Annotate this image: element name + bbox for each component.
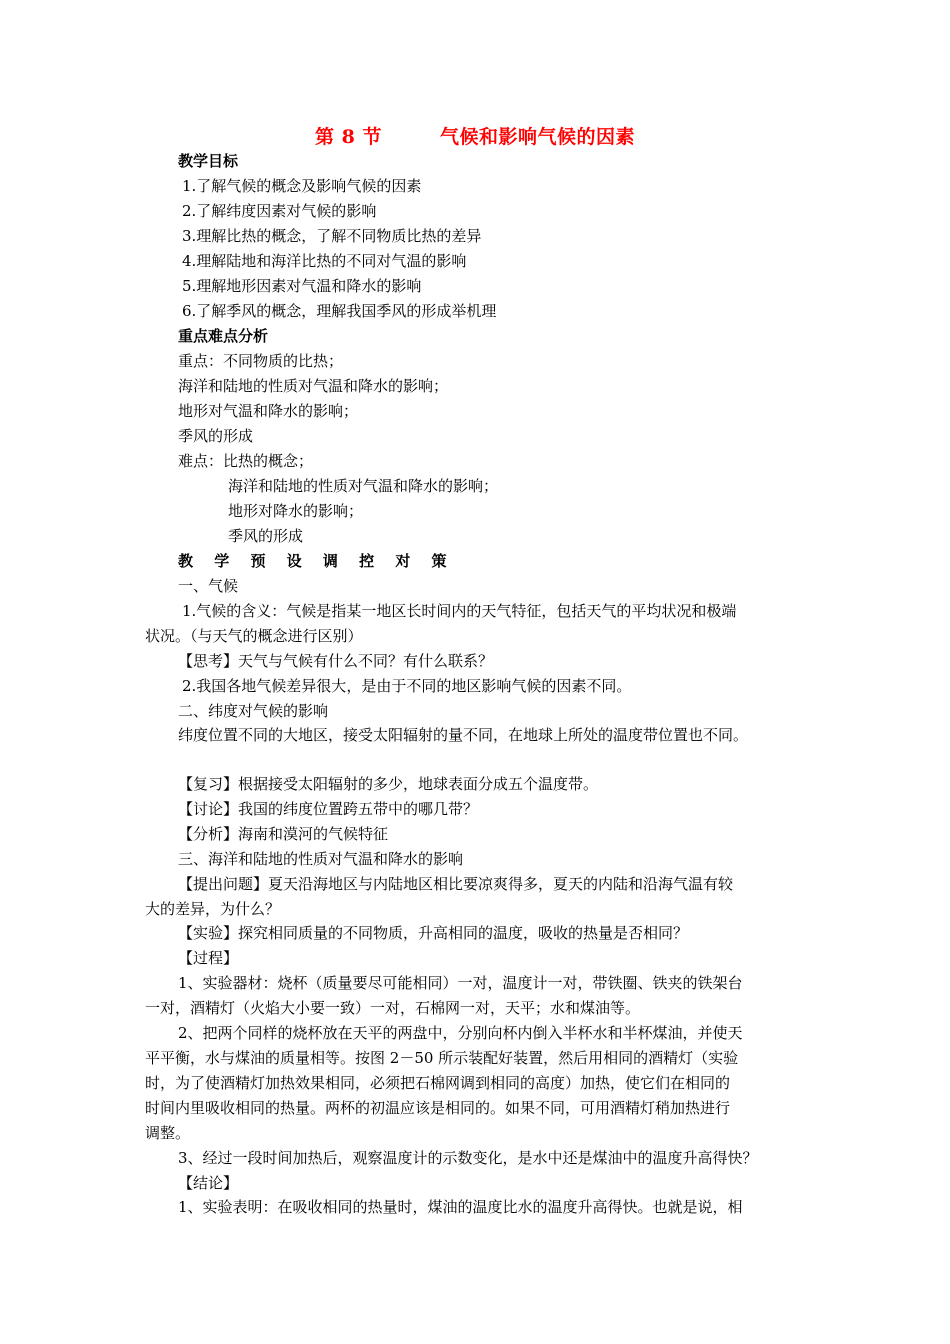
strategy-line: 【分析】海南和漠河的气候特征	[178, 825, 389, 843]
objective-item: 4.理解陆地和海洋比热的不同对气温的影响	[182, 252, 467, 270]
strategy-line: 时，为了使酒精灯加热效果相同，必须把石棉网调到相同的高度）加热，使它们在相同的	[145, 1074, 731, 1092]
strategy-line: 一对，酒精灯（火焰大小要一致）一对，石棉网一对，天平；水和煤油等。	[145, 999, 641, 1017]
strategy-line: 【讨论】我国的纬度位置跨五带中的哪几带？	[178, 800, 479, 818]
strategy-line: 1、实验表明：在吸收相同的热量时，煤油的温度比水的温度升高得快。也就是说，相	[178, 1198, 743, 1216]
strategy-line: 1、实验器材：烧杯（质量要尽可能相同）一对，温度计一对，带铁圈、铁夹的铁架台	[178, 974, 743, 992]
strategy-line: 二、纬度对气候的影响	[178, 702, 329, 720]
strategy-line: 1.气候的含义：气候是指某一地区长时间内的天气特征，包括天气的平均状况和极端	[182, 602, 737, 620]
strategy-line: 调整。	[145, 1124, 191, 1142]
strategy-line: 2、把两个同样的烧杯放在天平的两盘中，分别向杯内倒入半杯水和半杯煤油，并使天	[178, 1024, 743, 1042]
strategy-heading: 教 学 预 设 调 控 对 策	[178, 552, 455, 570]
strategy-line: 时间内里吸收相同的热量。两杯的初温应该是相同的。如果不同，可用酒精灯稍加热进行	[145, 1099, 731, 1117]
keypoint-line: 地形对降水的影响；	[228, 502, 364, 520]
strategy-line: 【思考】天气与气候有什么不同？有什么联系？	[178, 652, 494, 670]
strategy-line: 2.我国各地气候差异很大，是由于不同的地区影响气候的因素不同。	[182, 677, 632, 695]
objective-item: 1.了解气候的概念及影响气候的因素	[182, 177, 422, 195]
strategy-line: 3、经过一段时间加热后，观察温度计的示数变化，是水中还是煤油中的温度升高得快？	[178, 1149, 758, 1167]
strategy-line: 一、气候	[178, 577, 239, 595]
keypoint-line: 地形对气温和降水的影响；	[178, 402, 359, 420]
keypoint-line: 季风的形成	[178, 427, 254, 445]
keypoint-line: 季风的形成	[228, 527, 304, 545]
objective-item: 6.了解季风的概念，理解我国季风的形成举机理	[182, 302, 497, 320]
strategy-line: 【实验】探究相同质量的不同物质，升高相同的温度，吸收的热量是否相同？	[178, 924, 689, 942]
keypoint-line: 重点：不同物质的比热；	[178, 352, 344, 370]
keypoint-line: 海洋和陆地的性质对气温和降水的影响；	[178, 377, 449, 395]
keypoints-heading: 重点难点分析	[178, 327, 269, 345]
objectives-heading: 教学目标	[178, 152, 239, 170]
section-number: 第 8 节	[315, 126, 382, 148]
keypoint-line: 难点：比热的概念；	[178, 452, 314, 470]
objective-item: 3.理解比热的概念，了解不同物质比热的差异	[182, 227, 482, 245]
strategy-line: 三、海洋和陆地的性质对气温和降水的影响	[178, 850, 464, 868]
keypoint-line: 海洋和陆地的性质对气温和降水的影响；	[228, 477, 499, 495]
strategy-line: 【过程】	[178, 949, 239, 967]
strategy-line: 纬度位置不同的大地区，接受太阳辐射的量不同，在地球上所处的温度带位置也不同。	[178, 726, 749, 744]
strategy-line: 平平衡，水与煤油的质量相等。按图 2－50 所示装配好装置，然后用相同的酒精灯（实验	[145, 1049, 739, 1067]
strategy-line: 【结论】	[178, 1174, 239, 1192]
section-topic: 气候和影响气候的因素	[439, 126, 635, 148]
objective-item: 5.理解地形因素对气温和降水的影响	[182, 277, 422, 295]
strategy-line: 大的差异，为什么？	[145, 900, 281, 918]
objective-item: 2.了解纬度因素对气候的影响	[182, 202, 377, 220]
strategy-line: 状况。（与天气的概念进行区别）	[145, 627, 363, 645]
strategy-line: 【提出问题】夏天沿海地区与内陆地区相比要凉爽得多，夏天的内陆和沿海气温有较	[178, 875, 734, 893]
page-title	[0, 124, 950, 150]
strategy-line: 【复习】根据接受太阳辐射的多少，地球表面分成五个温度带。	[178, 775, 599, 793]
